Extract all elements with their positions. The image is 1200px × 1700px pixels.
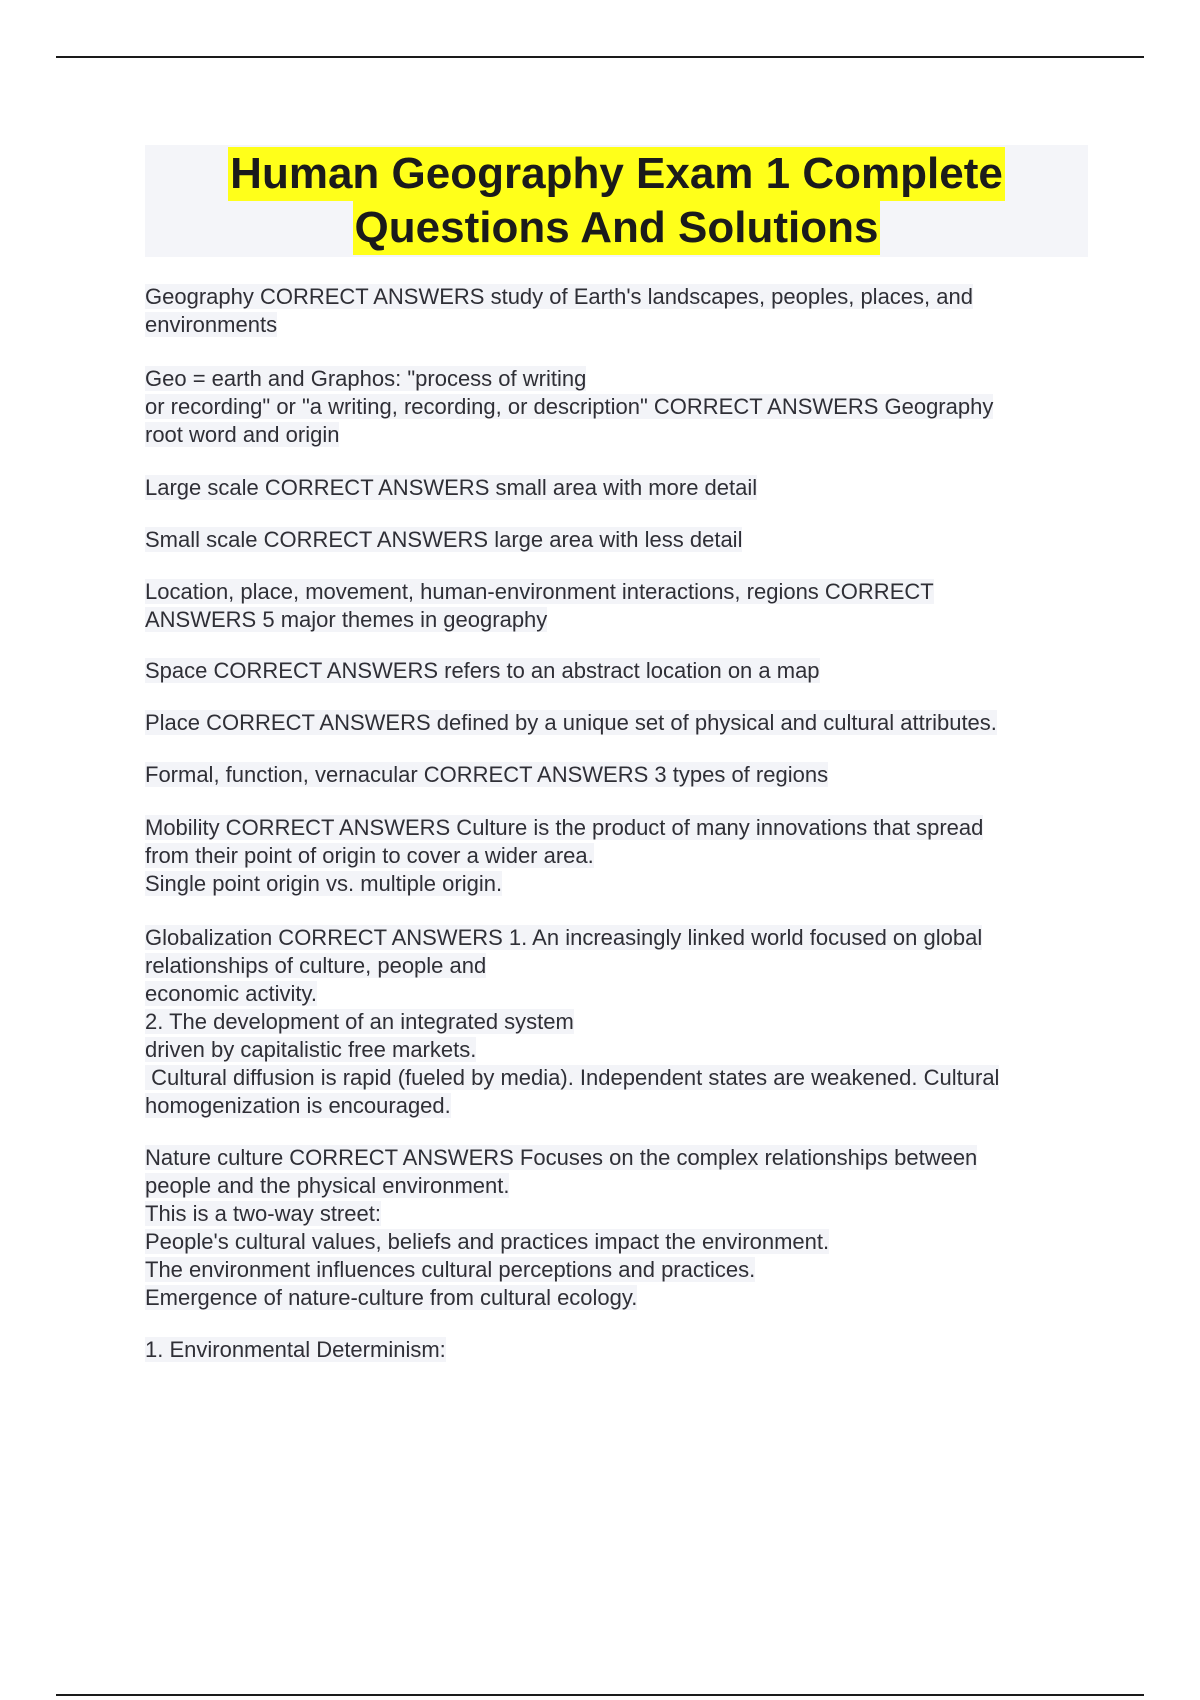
- qa-entry-line: or recording" or "a writing, recording, or description" CORRECT ANSWERS Geography: [145, 394, 994, 419]
- qa-entry-line: Emergence of nature-culture from cultural ecology.: [145, 1285, 638, 1310]
- document-title-line: Human Geography Exam 1 Complete: [228, 147, 1005, 201]
- qa-entry-line: Space CORRECT ANSWERS refers to an abstract location on a map: [145, 658, 820, 683]
- qa-entry-line: root word and origin: [145, 422, 340, 447]
- footer-rule: [56, 1694, 1144, 1696]
- qa-entry: [145, 814, 1090, 898]
- qa-entry: [145, 1336, 1090, 1364]
- qa-entry: [145, 1144, 1090, 1312]
- qa-entry-line: Geography CORRECT ANSWERS study of Earth's landscapes, peoples, places, and: [145, 284, 973, 309]
- qa-entry-line: Cultural diffusion is rapid (fueled by media). Independent states are weakened. Cultural: [145, 1065, 1000, 1090]
- qa-entry: [145, 924, 1090, 1120]
- qa-entry: [145, 657, 1090, 685]
- qa-entry-line: The environment influences cultural perceptions and practices.: [145, 1257, 756, 1282]
- document-title-line: Questions And Solutions: [353, 201, 881, 255]
- qa-entry: [145, 365, 1090, 449]
- document-title-block: [145, 145, 1088, 257]
- qa-entry-line: Single point origin vs. multiple origin.: [145, 871, 503, 896]
- qa-entry-line: Place CORRECT ANSWERS defined by a unique set of physical and cultural attributes.: [145, 710, 997, 735]
- qa-entry-line: This is a two-way street:: [145, 1201, 381, 1226]
- qa-entry-line: people and the physical environment.: [145, 1173, 510, 1198]
- qa-entry: [145, 709, 1090, 737]
- qa-entry-line: Location, place, movement, human-environment interactions, regions CORRECT: [145, 579, 934, 604]
- qa-entry: [145, 761, 1090, 789]
- qa-entry-line: Small scale CORRECT ANSWERS large area with less detail: [145, 527, 743, 552]
- qa-entry-line: homogenization is encouraged.: [145, 1093, 451, 1118]
- qa-entry-line: relationships of culture, people and: [145, 953, 487, 978]
- qa-entry-line: environments: [145, 312, 278, 337]
- qa-entry-line: Nature culture CORRECT ANSWERS Focuses on the complex relationships between: [145, 1145, 978, 1170]
- qa-entry-line: economic activity.: [145, 981, 317, 1006]
- qa-entry-line: 2. The development of an integrated system: [145, 1009, 574, 1034]
- qa-list: [145, 283, 1090, 1364]
- qa-entry: [145, 526, 1090, 554]
- header-rule: [56, 56, 1144, 58]
- qa-entry: [145, 283, 1090, 339]
- qa-entry-line: 1. Environmental Determinism:: [145, 1337, 446, 1362]
- qa-entry-line: from their point of origin to cover a wider area.: [145, 843, 594, 868]
- qa-entry-line: ANSWERS 5 major themes in geography: [145, 607, 548, 632]
- qa-entry-line: Mobility CORRECT ANSWERS Culture is the product of many innovations that spread: [145, 815, 984, 840]
- qa-entry: [145, 578, 1090, 634]
- qa-entry-line: Geo = earth and Graphos: "process of writing: [145, 366, 587, 391]
- qa-entry-line: driven by capitalistic free markets.: [145, 1037, 477, 1062]
- qa-entry-line: People's cultural values, beliefs and practices impact the environment.: [145, 1229, 830, 1254]
- qa-entry-line: Globalization CORRECT ANSWERS 1. An increasingly linked world focused on global: [145, 925, 983, 950]
- qa-entry-line: Large scale CORRECT ANSWERS small area with more detail: [145, 475, 758, 500]
- qa-entry-line: Formal, function, vernacular CORRECT ANSWERS 3 types of regions: [145, 762, 829, 787]
- qa-entry: [145, 474, 1090, 502]
